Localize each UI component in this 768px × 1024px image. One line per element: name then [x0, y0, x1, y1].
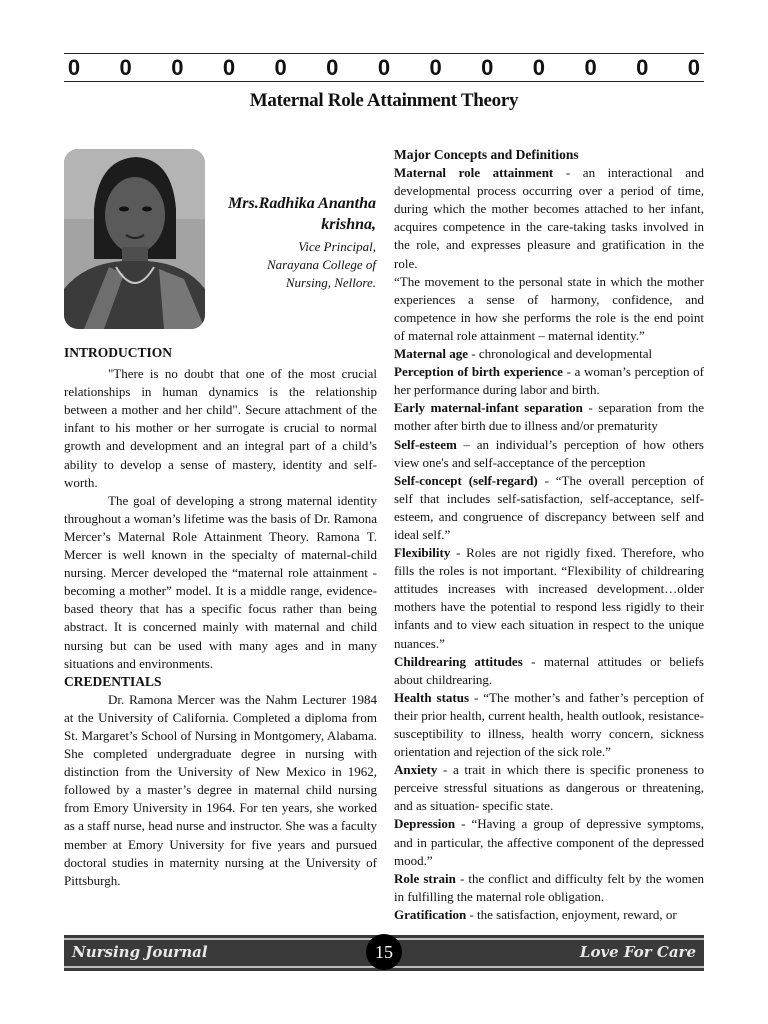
definition: - “The mother’s and father’s perception of their prior health, current health, health outlook, resistance- susceptibility to illness, health worry concern, sickness orientation and rejection of the sick role.” [394, 689, 704, 760]
author-block [206, 193, 376, 292]
concepts-heading: Major Concepts and Definitions [394, 147, 579, 162]
definition: - chronological and developmental [468, 346, 653, 362]
definition-perception-of-birth [394, 363, 704, 399]
definition: - Roles are not rigidly fixed. Therefore, who fills the roles is not important. “Flexibility of childrearing attitudes increases with increased development…older mothers have the potential to respond less rigidly to their infants and to view each situation in respect to the unique nuances.” [394, 545, 704, 651]
definition-self-esteem [394, 436, 704, 472]
definition: - “Having a group of depressive symptoms, and in particular, the affective component of the depressed mood.” [394, 816, 704, 868]
author-role: Vice Principal, [298, 239, 376, 254]
footer-journal-name: Nursing Journal [72, 943, 208, 961]
definition: – an individual’s perception of how others view one's and self-acceptance of the perception [394, 436, 704, 470]
header-digit: 0 [326, 55, 339, 80]
definition: - a woman’s perception of her performance during labor and birth. [394, 364, 704, 398]
term: Self-concept (self-regard) [394, 472, 538, 488]
header-digit: 0 [636, 55, 649, 80]
term: Flexibility [394, 545, 451, 561]
term: Health status [394, 689, 470, 705]
term: Perception of birth experience [394, 364, 563, 380]
definition: - maternal attitudes or beliefs about childrearing. [394, 653, 704, 687]
definition-gratification [394, 906, 704, 924]
definition: - the conflict and difficulty felt by the women in fulfilling the maternal role obligation. [394, 870, 704, 904]
page-number: 15 [366, 934, 402, 970]
definition: - “The overall perception of self that includes self-satisfaction, self-acceptance, self-esteem, and congruence of discrepancy between self and ideal self.” [394, 472, 704, 542]
definition-self-concept [394, 472, 704, 544]
author-college: Narayana College of [266, 257, 376, 272]
header-digit: 0 [171, 55, 184, 80]
portrait-image [64, 149, 205, 329]
header-digit: 0 [377, 55, 391, 80]
header-digit: 0 [584, 55, 597, 80]
author-name-line2: krishna, [321, 216, 376, 233]
header-digit: 0 [532, 55, 546, 80]
definition-maternal-role-attainment [394, 164, 704, 273]
definition-childrearing-attitudes [394, 653, 704, 689]
term: Self-esteem [394, 436, 457, 452]
credentials-paragraph: Dr. Ramona Mercer was the Nahm Lecturer 1984 at the University of California. Completed a diploma from St. Margaret’s School of Nursing in Montgomery, Alabama. She completed undergraduate degree in nursing with distinction from the University of New Mexico in 1962, followed by a master’s degree in maternal child nursing from Emory University in 1964. For ten years, she worked as a staff nurse, head nurse and instructor. She was a faculty member at Emory University for five years and pursued doctoral studies in maternity nursing at the University of Pittsburgh. [64, 691, 377, 888]
introduction-heading: INTRODUCTION [64, 345, 173, 360]
maternal-identity-quote: “The movement to the personal state in which the mother experiences a sense of harmony, confidence, and competence in how she performs the role is the end point of maternal role attainment – maternal identity.” [394, 273, 704, 343]
left-column [64, 344, 377, 890]
introduction-paragraph-2: The goal of developing a strong maternal identity throughout a woman’s lifetime was the basis of Dr. Ramona Mercer’s Maternal Role Attainment Theory. Ramona T. Mercer is well known in the specialty of maternal-child nursing. Mercer developed the “maternal role attainment - becoming a mother” model. It is a middle range, evidence-based theory that has a specific focus rather than being abstract. It is concerned mainly with maternal and child nursing but can be used with many ages and in many situations and environments. [64, 492, 377, 671]
article-title: Maternal Role Attainment Theory [249, 90, 519, 111]
definition-depression [394, 815, 704, 869]
term: Childrearing attitudes [394, 653, 523, 669]
header-digit: 0 [222, 55, 236, 80]
term: Maternal age [394, 346, 469, 362]
definition-flexibility [394, 544, 704, 653]
term: Role strain [394, 870, 456, 886]
top-rule-upper [64, 53, 704, 54]
credentials-heading: CREDENTIALS [64, 673, 162, 689]
definition-maternal-age [394, 345, 704, 363]
author-photo [64, 149, 205, 329]
definition: - the satisfaction, enjoyment, reward, or [466, 906, 677, 922]
definition: - a trait in which there is specific proneness to perceive stressful situations as dangerous or threatening, and as situation- specific state. [394, 762, 704, 814]
author-name-line1: Mrs.Radhika Anantha [228, 195, 376, 212]
definition: - separation from the mother after birth due to illness and/or prematurity [394, 400, 705, 434]
footer-tagline: Love For Care [579, 943, 696, 961]
definition: - an interactional and developmental process occurring over a period of time, during which the mother becomes attached to her infant, acquires competence in the care-taking tasks involved in the role, and expresses pleasure and gratification in the role. [394, 165, 704, 271]
right-column [394, 146, 704, 924]
term: Depression [394, 816, 456, 832]
header-digit: 0 [687, 55, 700, 80]
author-name [206, 193, 376, 235]
author-place: Nursing, Nellore. [285, 275, 376, 290]
definition-role-strain [394, 870, 704, 906]
header-digit: 0 [429, 55, 442, 80]
definition-early-separation [394, 399, 704, 435]
header-digit: 0 [67, 55, 81, 80]
definition-health-status [394, 689, 704, 761]
definition-anxiety [394, 761, 704, 815]
term: Gratification [394, 906, 467, 922]
header-digit-row [64, 56, 704, 80]
top-rule-lower [64, 81, 704, 82]
header-digit: 0 [119, 55, 132, 80]
term: Maternal role attainment [394, 165, 554, 181]
header-digit: 0 [274, 55, 287, 80]
term: Early maternal-infant separation [394, 400, 583, 416]
term: Anxiety [394, 762, 438, 778]
header-digit: 0 [481, 55, 494, 80]
introduction-paragraph-1: "There is no doubt that one of the most crucial relationships in human dynamics is the relationship between a mother and her child". Secure attachment of the infant to his mother or her surrogate is crucial to normal growth and development and an integral part of a child’s ability to develop a sense of mastery, identity and self-worth. [64, 366, 377, 490]
